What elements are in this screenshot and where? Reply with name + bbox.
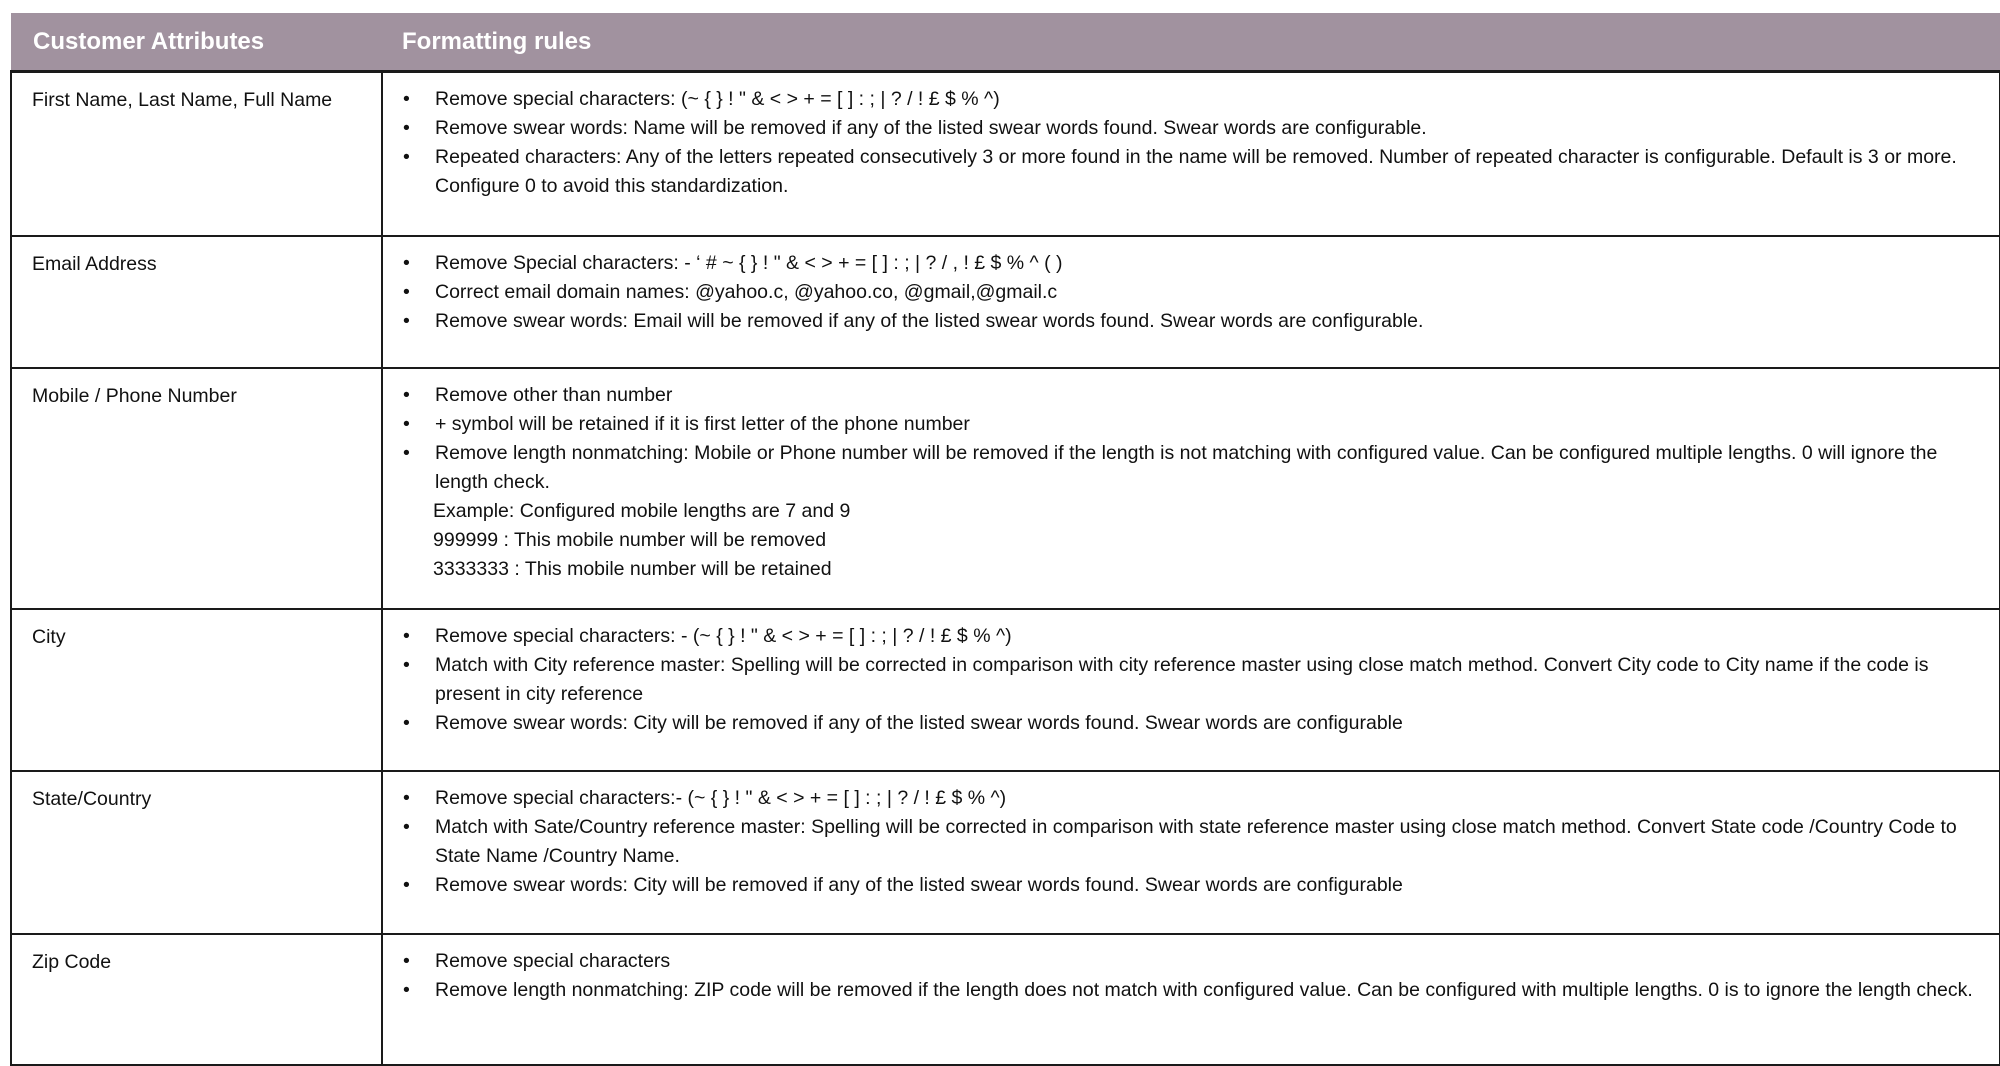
attribute-cell: First Name, Last Name, Full Name xyxy=(11,72,382,237)
rule-item: • Remove special characters: (~ { } ! " & < > + = [ ] : ; | ? / ! £ $ % ^) xyxy=(403,85,1975,114)
rule-list xyxy=(403,381,1975,497)
rule-item: • Remove swear words: City will be removed if any of the listed swear words found. Swear words are configurable xyxy=(403,871,1975,900)
attribute-cell: City xyxy=(11,609,382,771)
formatting-rules-table xyxy=(10,13,2000,1066)
rule-item: • Remove Special characters: - ‘ # ~ { } ! " & < > + = [ ] : ; | ? / , ! £ $ % ^ ( ) xyxy=(403,249,1975,278)
rule-item: • + symbol will be retained if it is first letter of the phone number xyxy=(403,410,1975,439)
table-row-email xyxy=(11,236,2000,368)
rule-item: • Remove special characters xyxy=(403,947,1975,976)
table-row-phone xyxy=(11,368,2000,609)
example-line: 3333333 : This mobile number will be retained xyxy=(433,558,832,580)
rules-cell xyxy=(382,609,2000,771)
table-row-city xyxy=(11,609,2000,771)
rule-item: • Correct email domain names: @yahoo.c, @yahoo.co, @gmail,@gmail.c xyxy=(403,278,1975,307)
rule-item: • Match with City reference master: Spelling will be corrected in comparison with city reference master using close match method. Convert City code to City name if the code is present in city reference xyxy=(403,651,1975,709)
rule-list xyxy=(403,784,1975,900)
rules-cell xyxy=(382,368,2000,609)
header-customer-attributes: Customer Attributes xyxy=(11,13,382,72)
header-formatting-rules: Formatting rules xyxy=(382,13,2000,72)
rule-list xyxy=(403,947,1975,1005)
rules-cell xyxy=(382,771,2000,934)
table-row-zip-code xyxy=(11,934,2000,1065)
attribute-cell: State/Country xyxy=(11,771,382,934)
rule-list xyxy=(403,249,1975,336)
rule-item: • Remove special characters: - (~ { } ! " & < > + = [ ] : ; | ? / ! £ $ % ^) xyxy=(403,622,1975,651)
rule-list xyxy=(403,85,1975,201)
rule-item: • Remove swear words: Email will be removed if any of the listed swear words found. Swear words are configurable. xyxy=(403,307,1975,336)
rules-cell xyxy=(382,72,2000,237)
rule-item: • Remove other than number xyxy=(403,381,1975,410)
rules-cell xyxy=(382,236,2000,368)
attribute-cell: Email Address xyxy=(11,236,382,368)
rule-item: • Remove length nonmatching: Mobile or Phone number will be removed if the length is not matching with configured value. Can be configured multiple lengths. 0 will ignore the length check. xyxy=(403,439,1975,497)
rule-item: • Remove special characters:- (~ { } ! " & < > + = [ ] : ; | ? / ! £ $ % ^) xyxy=(403,784,1975,813)
rule-item: • Repeated characters: Any of the letters repeated consecutively 3 or more found in the name will be removed. Number of repeated character is configurable. Default is 3 or more. Configure 0 to avoid this standardization. xyxy=(403,143,1975,201)
table-row-state-country xyxy=(11,771,2000,934)
rules-cell xyxy=(382,934,2000,1065)
rule-item: • Remove length nonmatching: ZIP code will be removed if the length does not match with configured value. Can be configured with multiple lengths. 0 is to ignore the length check. xyxy=(403,976,1975,1005)
table-header-row xyxy=(11,13,2000,72)
rule-item: • Match with Sate/Country reference master: Spelling will be corrected in comparison with state reference master using close match method. Convert State code /Country Code to State Name /Country Name. xyxy=(403,813,1975,871)
rule-list xyxy=(403,622,1975,738)
table-row-name xyxy=(11,72,2000,237)
rule-item: • Remove swear words: City will be removed if any of the listed swear words found. Swear words are configurable xyxy=(403,709,1975,738)
rule-item: • Remove swear words: Name will be removed if any of the listed swear words found. Swear words are configurable. xyxy=(403,114,1975,143)
example-line: 999999 : This mobile number will be removed xyxy=(433,529,827,551)
example-line: Example: Configured mobile lengths are 7 and 9 xyxy=(433,500,851,522)
attribute-cell: Mobile / Phone Number xyxy=(11,368,382,609)
attribute-cell: Zip Code xyxy=(11,934,382,1065)
